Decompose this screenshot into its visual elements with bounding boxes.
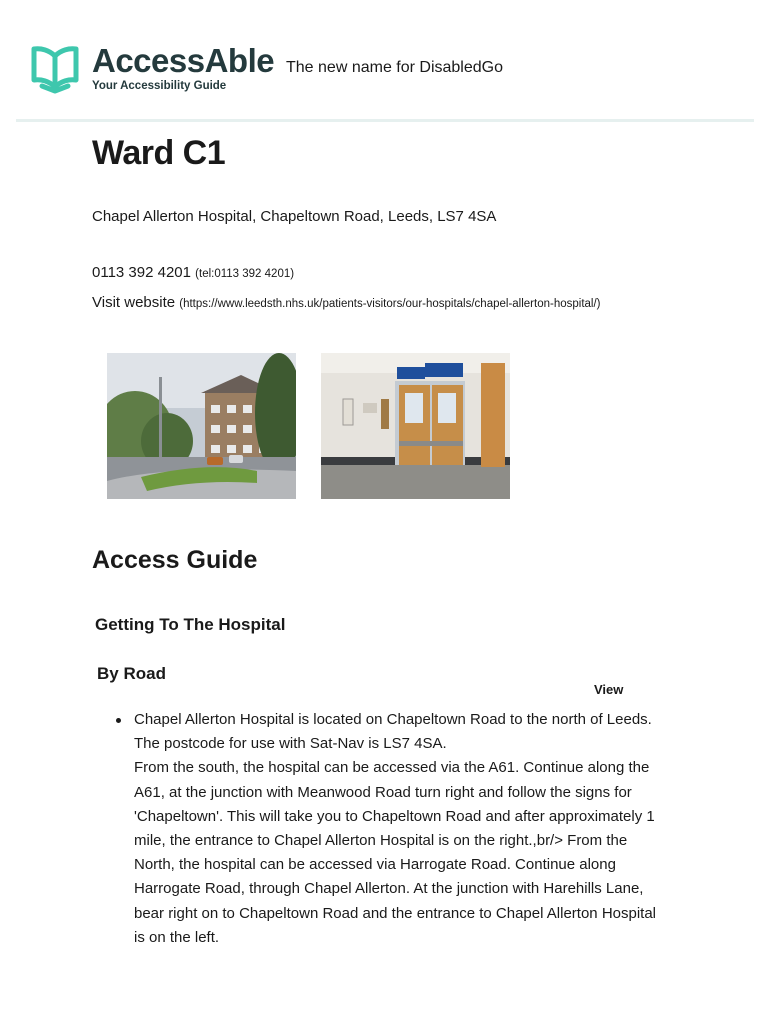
directions-paragraph: The postcode for use with Sat-Nav is LS7 4SA. <box>134 735 447 753</box>
ward-doors-image-icon <box>321 353 510 499</box>
bullet-icon <box>116 718 121 723</box>
venue-address: Chapel Allerton Hospital, Chapeltown Road, Leeds, LS7 4SA <box>92 208 497 225</box>
directions-paragraph: From the south, the hospital can be accessed via the A61. Continue along the A61, at the junction with Meanwood Road turn right and follow the signs for 'Chapeltown'. This will take you to Chapeltown Road and after approximately 1 mile, the entrance to Chapel Allerton Hospital is on the right.,br/> From the North, the hospital can be accessed via Harrogate Road. Continue along Harrogate Road, through Chapel Allerton. At the junction with Harehills Lane, bear right on to Chapeltown Road and the entrance to Chapel Allerton Hospital is on the left. <box>134 759 657 946</box>
ward-entrance-doors-photo[interactable] <box>321 353 510 499</box>
accessable-logo[interactable] <box>30 42 275 94</box>
view-link[interactable]: View <box>594 682 624 697</box>
directions-paragraph: Chapel Allerton Hospital is located on Chapeltown Road to the north of Leeds. <box>134 711 652 728</box>
by-road-heading: By Road <box>97 664 166 683</box>
website-url: (https://www.leedsth.nhs.uk/patients-visitors/our-hospitals/chapel-allerton-hospital/) <box>179 298 601 310</box>
getting-to-hospital-heading: Getting To The Hospital <box>95 615 286 634</box>
phone-line <box>92 264 294 281</box>
website-line <box>92 294 601 311</box>
hospital-exterior-photo[interactable] <box>107 353 296 499</box>
book-logo-icon <box>30 42 80 94</box>
logo-tagline: Your Accessibility Guide <box>92 80 227 92</box>
hospital-exterior-image-icon <box>107 353 296 499</box>
access-guide-heading: Access Guide <box>92 546 258 574</box>
list-item <box>134 708 658 950</box>
page-title: Ward C1 <box>92 134 226 172</box>
phone-link[interactable]: 0113 392 4201 <box>92 264 191 281</box>
visit-website-link[interactable]: Visit website <box>92 294 176 311</box>
header-tagline: The new name for DisabledGo <box>286 59 503 76</box>
by-road-list <box>134 708 658 950</box>
logo-name: AccessAble <box>92 42 275 79</box>
phone-link-url: (tel:0113 392 4201) <box>195 268 295 280</box>
header-divider <box>16 119 754 122</box>
